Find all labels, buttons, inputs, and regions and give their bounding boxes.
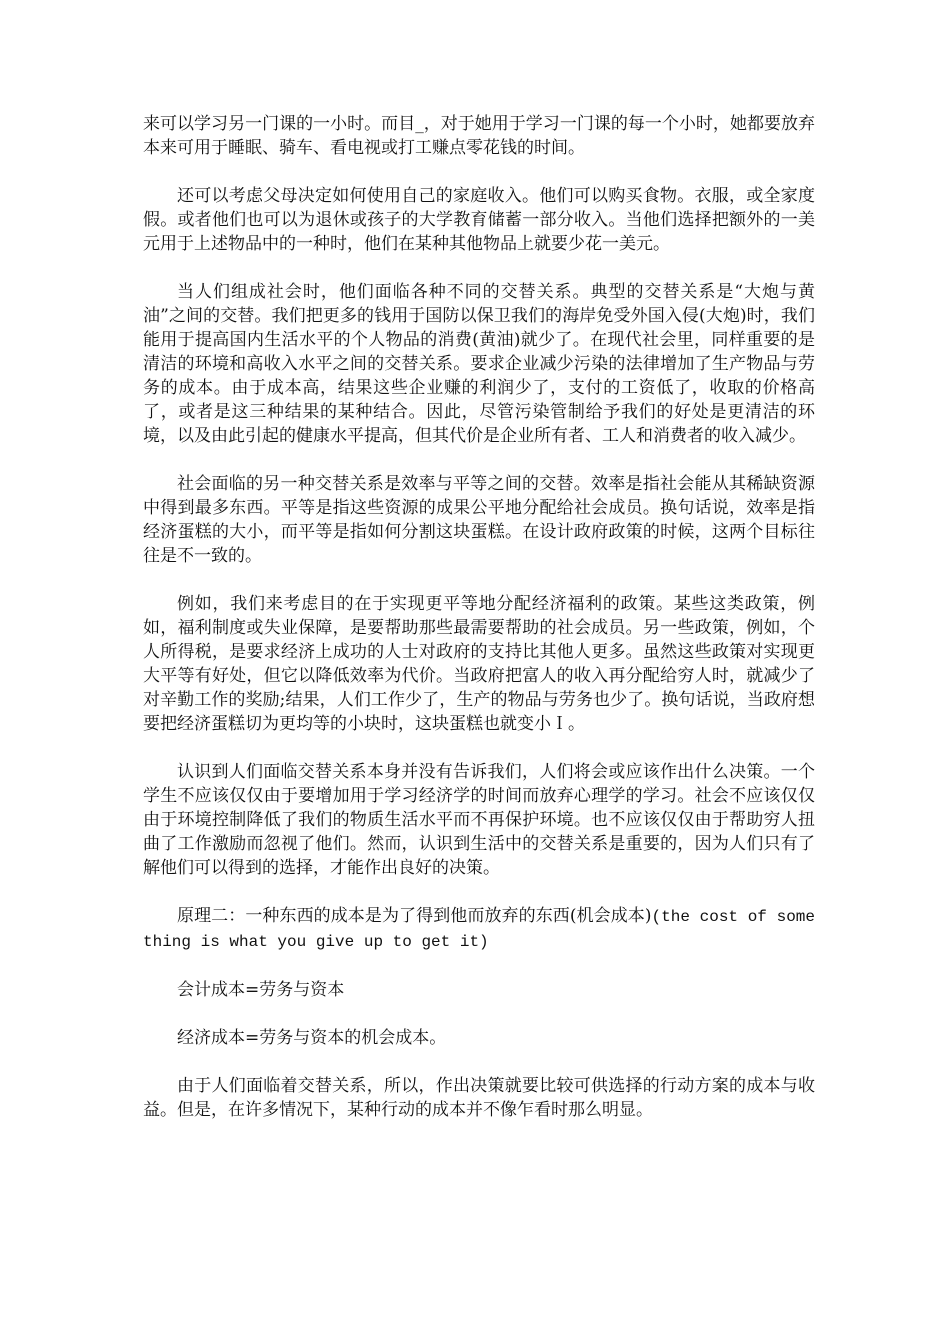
economic-cost-line: 经济成本=劳务与资本的机会成本。	[177, 1028, 447, 1048]
paragraph-1: 来可以学习另一门课的一小时。而目_，对于她用于学习一门课的每一个小时，她都要放弃本来可用于睡眠、骑车、看电视或打工赚点零花钱的时间。	[143, 114, 815, 158]
paragraph-3: 当人们组成社会时，他们面临各种不同的交替关系。典型的交替关系是“大炮与黄油”之间的交替。我们把更多的钱用于国防以保卫我们的海岸免受外国入侵(大炮)时，我们能用于提高国内生活水平的个人物品的消费(黄油)就少了。在现代社会里，同样重要的是清洁的环境和高收入水平之间的交替关系。要求企业减少污染的法律增加了生产物品与劳务的成本。由于成本高，结果这些企业赚的利润少了，支付的工资低了，收取的价格高了，或者是这三种结果的某种结合。因此，尽管污染管制给予我们的好处是更清洁的环境，以及由此引起的健康水平提高，但其代价是企业所有者、工人和消费者的收入减少。	[143, 282, 815, 446]
paragraph-6: 认识到人们面临交替关系本身并没有告诉我们，人们将会或应该作出什么决策。一个学生不应该仅仅由于要增加用于学习经济学的时间而放弃心理学的学习。社会不应该仅仅由于环境控制降低了我们的物质生活水平而不再保护环境。也不应该仅仅由于帮助穷人扭曲了工作激励而忽视了他们。然而，认识到生活中的交替关系是重要的，因为人们只有了解他们可以得到的选择，才能作出良好的决策。	[143, 762, 815, 878]
accounting-cost-line: 会计成本=劳务与资本	[177, 980, 345, 1000]
paragraph-2: 还可以考虑父母决定如何使用自己的家庭收入。他们可以购买食物。衣服，或全家度假。或者他们也可以为退休或孩子的大学教育储蓄一部分收入。当他们选择把额外的一美元用于上述物品中的一种时，他们在某种其他物品上就要少花一美元。	[143, 186, 815, 254]
principle-two-paragraph	[143, 904, 815, 954]
document-page	[143, 112, 815, 1146]
paragraph-4: 社会面临的另一种交替关系是效率与平等之间的交替。效率是指社会能从其稀缺资源中得到最多东西。平等是指这些资源的成果公平地分配给社会成员。换句话说，效率是指经济蛋糕的大小，而平等是指如何分割这块蛋糕。在设计政府政策的时候，这两个目标往往是不一致的。	[143, 474, 815, 566]
principle-two-english: (the cost of something is what you give up to get it)	[143, 908, 815, 951]
paragraph-10: 由于人们面临着交替关系，所以，作出决策就要比较可供选择的行动方案的成本与收益。但是，在许多情况下，某种行动的成本并不像乍看时那么明显。	[143, 1076, 815, 1120]
principle-two-chinese: 原理二：一种东西的成本是为了得到他而放弃的东西(机会成本)	[177, 906, 652, 926]
paragraph-5: 例如，我们来考虑目的在于实现更平等地分配经济福利的政策。某些这类政策，例如，福利制度或失业保障，是要帮助那些最需要帮助的社会成员。另一些政策，例如，个人所得税，是要求经济上成功的人士对政府的支持比其他人更多。虽然这些政策对实现更大平等有好处，但它以降低效率为代价。当政府把富人的收入再分配给穷人时，就减少了对辛勤工作的奖励;结果，人们工作少了，生产的物品与劳务也少了。换句话说，当政府想要把经济蛋糕切为更均等的小块时，这块蛋糕也就变小Ｉ。	[143, 594, 815, 734]
